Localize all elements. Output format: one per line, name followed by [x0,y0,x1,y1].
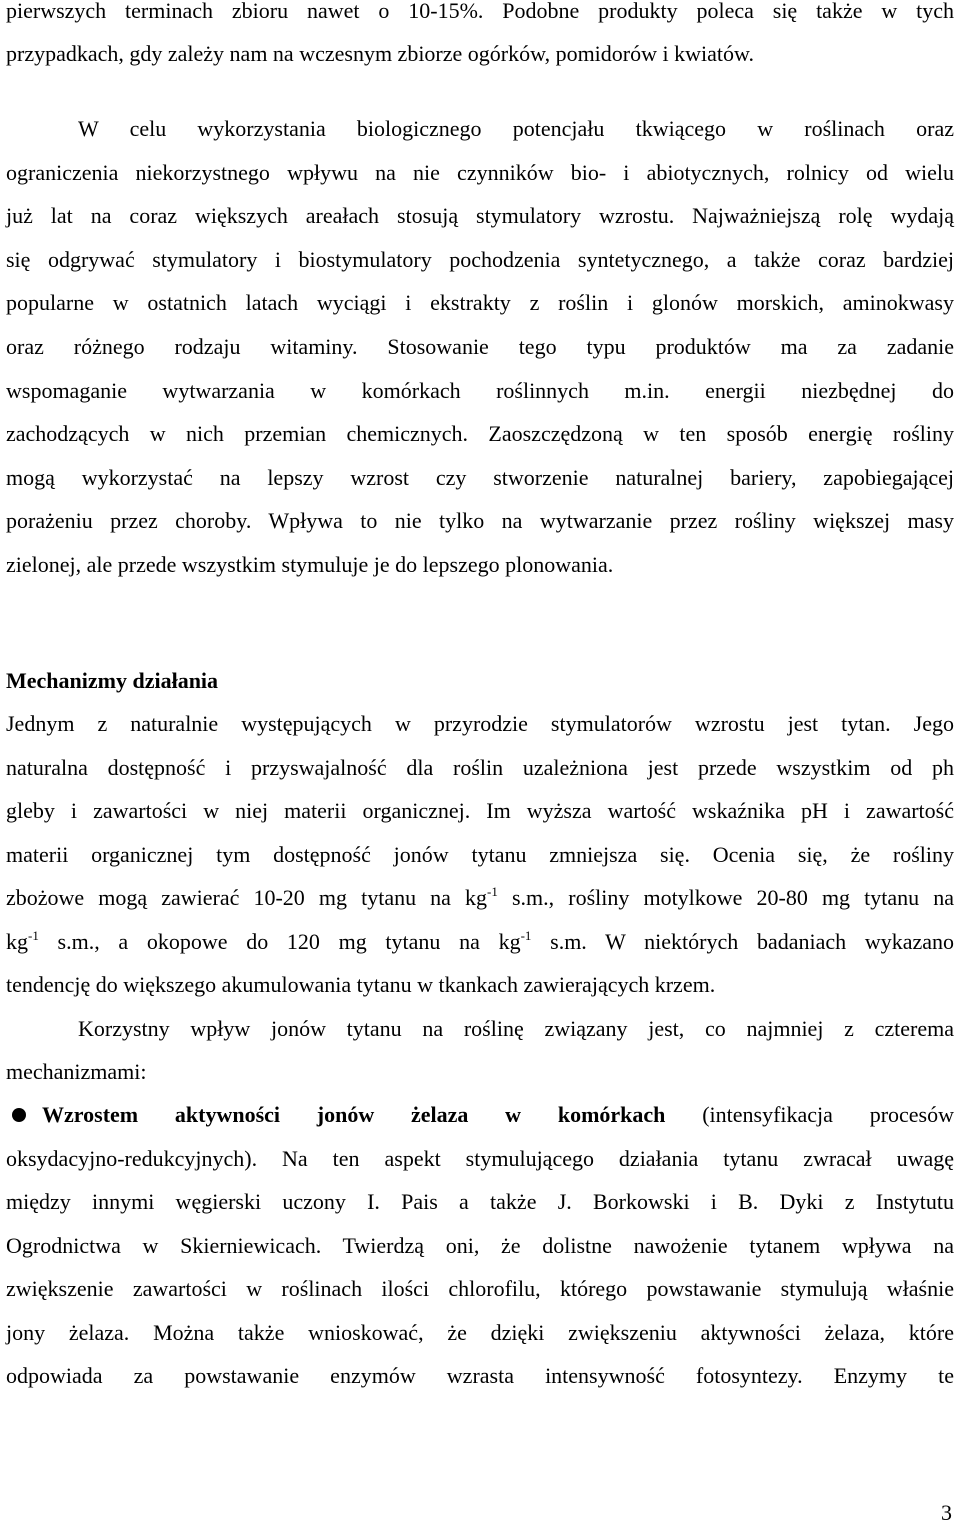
paragraph-line: zwiększenie zawartości w roślinach ilości chlorofilu, którego powstawanie stymulują właśnie [6,1276,954,1301]
paragraph-line: Jednym z naturalnie występujących w przyrodzie stymulatorów wzrostu jest tytan. Jego [6,711,954,736]
paragraph-line: mogą wykorzystać na lepszy wzrost czy stworzenie naturalnej bariery, zapobiegającej [6,465,954,490]
text-run: s.m., rośliny motylkowe 20-80 mg tytanu na [497,885,954,910]
page-number: 3 [941,1500,952,1525]
paragraph-line: oraz różnego rodzaju witaminy. Stosowanie tego typu produktów ma za zadanie [6,334,954,359]
paragraph-line: naturalna dostępność i przyswajalność dla roślin uzależniona jest przede wszystkim od ph [6,755,954,780]
paragraph-line: wspomaganie wytwarzania w komórkach roślinnych m.in. energii niezbędnej do [6,378,954,403]
superscript: -1 [520,928,532,943]
superscript: -1 [487,884,498,899]
paragraph-line: popularne w ostatnich latach wyciągi i ekstrakty z roślin i glonów morskich, aminokwasy [6,290,954,315]
bullet-dot-icon [12,1108,26,1122]
paragraph-line: Korzystny wpływ jonów tytanu na roślinę związany jest, co najmniej z czterema [78,1016,954,1041]
paragraph-line-with-superscript [6,885,954,911]
paragraph-line: przypadkach, gdy zależy nam na wczesnym zbiorze ogórków, pomidorów i kwiatów. [6,41,754,66]
paragraph-line: pierwszych terminach zbioru nawet o 10-15%. Podobne produkty poleca się także w tych [6,0,954,23]
text-run: zbożowe mogą zawierać 10-20 mg tytanu na kg [6,885,488,910]
text-run: s.m. W niektórych badaniach wykazano [531,929,955,954]
paragraph-line: W celu wykorzystania biologicznego potencjału tkwiącego w roślinach oraz [78,116,954,141]
text-run: s.m., a okopowe do 120 mg tytanu na kg [38,929,521,954]
paragraph-line-with-superscript [6,929,954,955]
paragraph-line: między innymi węgierski uczony I. Pais a także J. Borkowski i B. Dyki z Instytutu [6,1189,954,1214]
paragraph-line: materii organicznej tym dostępność jonów tytanu zmniejsza się. Ocenia się, że rośliny [6,842,954,867]
paragraph-line: jony żelaza. Można także wnioskować, że dzięki zwiększeniu aktywności żelaza, które [6,1320,954,1345]
superscript: -1 [28,928,39,943]
paragraph-line: zielonej, ale przede wszystkim stymuluje je do lepszego plonowania. [6,552,614,577]
paragraph-line: się odgrywać stymulatory i biostymulatory pochodzenia syntetycznego, a także coraz bardziej [6,247,954,272]
paragraph-line: zachodzących w nich przemian chemicznych. Zaoszczędzoną w ten sposób energię rośliny [6,421,954,446]
text-run: kg [6,929,28,954]
paragraph-line: odpowiada za powstawanie enzymów wzrasta intensywność fotosyntezy. Enzymy te [6,1363,954,1388]
paragraph-line: Ogrodnictwa w Skierniewicach. Twierdzą oni, że dolistne nawożenie tytanem wpływa na [6,1233,954,1258]
bullet-line [42,1102,954,1128]
bullet-bold-text: Wzrostem aktywności jonów żelaza w komórkach [42,1102,666,1127]
paragraph-line: oksydacyjno-redukcyjnych). Na ten aspekt stymulującego działania tytanu zwracał uwagę [6,1146,954,1171]
paragraph-line: porażeniu przez choroby. Wpływa to nie tylko na wytwarzanie przez rośliny większej masy [6,508,954,533]
paragraph-line: ograniczenia niekorzystnego wpływu na nie czynników bio- i abiotycznych, rolnicy od wielu [6,160,954,185]
paragraph-line: już lat na coraz większych areałach stosują stymulatory wzrostu. Najważniejszą rolę wydają [6,203,954,228]
text-run: (intensyfikacja procesów [702,1102,955,1127]
section-heading: Mechanizmy działania [6,668,219,693]
paragraph-line: mechanizmami: [6,1059,147,1084]
paragraph-line: tendencję do większego akumulowania tytanu w tkankach zawierających krzem. [6,972,716,997]
paragraph-line: gleby i zawartości w niej materii organicznej. Im wyższa wartość wskaźnika pH i zawartość [6,798,954,823]
